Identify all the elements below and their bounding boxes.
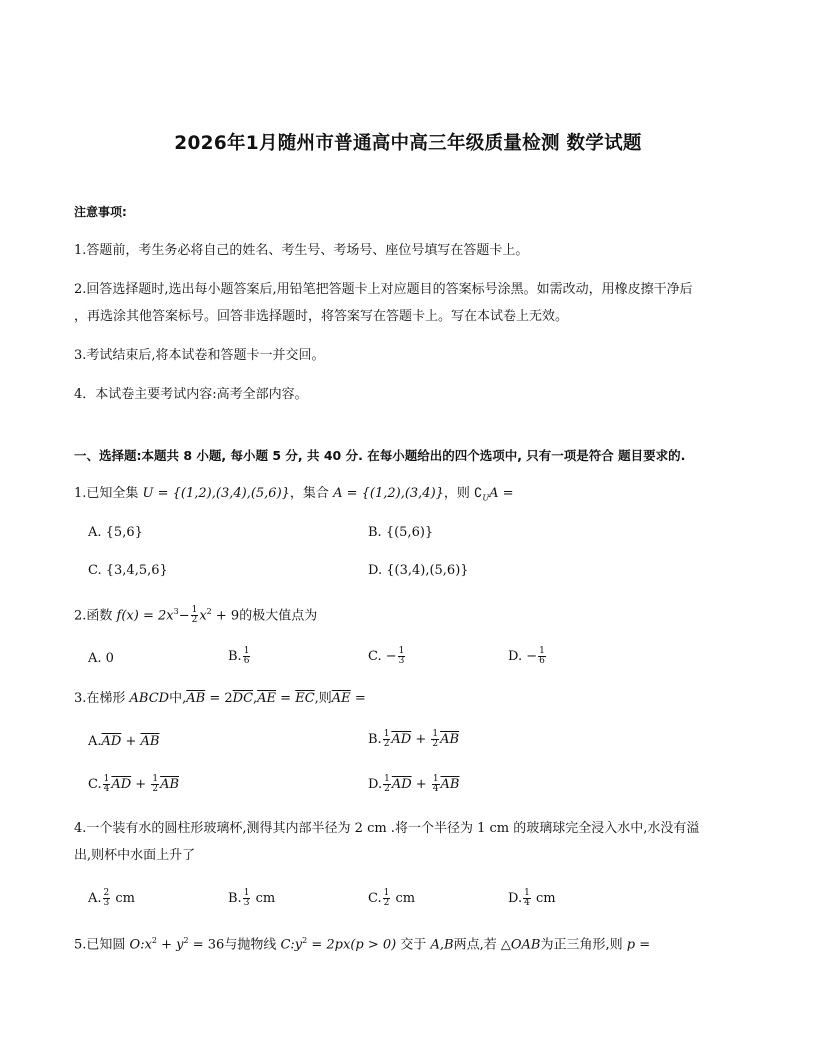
question-5: 5.已知圆 $O:x^2 + y^2 = 36$与抛物线 $C:y^2 = 2px(p > 0)$ 交于 A,B两点,若 △OAB为正三角形,则 p = [74,936,651,953]
q2-option-c: C. − $\frac{1}{3}$ [368,646,405,666]
question-4-line2: 出,则杯中水面上升了 [74,848,196,863]
notice-item-2: 2.回答选择题时,选出每小题答案后,用铅笔把答题卡上对应题目的答案标号涂黑。如需改动，用橡皮擦干净后 [74,282,693,297]
question-2: 2.函数 $f(x) = 2x^3-$ $\frac{1}{2}$ $x^2 + 9$的极大值点为 [74,605,318,626]
q4-option-a: A. $\frac{2}{3}$ cm [88,888,136,908]
q2-expr-a: f(x) = 2x [116,608,174,624]
exam-title: 2026年1月随州市普通高中高三年级质量检测 数学试题 [174,133,642,154]
q2-option-b: B. $\frac{1}{6}$ [228,646,250,666]
notice-item-2-cont: ，再选涂其他答案标号。回答非选择题时，将答案写在答题卡上。写在本试卷上无效。 [74,309,569,324]
q1-tail: ，则 ∁ [443,486,483,501]
q4-option-b: B. $\frac{1}{3}$ cm [228,888,276,908]
q1-tail-sub: U [482,493,490,503]
q2-expr-b: + 9 [215,608,240,624]
q2-fraction: $\frac{1}{2}$ [191,605,198,626]
question-4-line1: 4.一个装有水的圆柱形玻璃杯,测得其内部半径为 2 cm .将一个半径为 1 cm 的玻璃球完全浸入水中,水没有溢 [74,821,700,836]
q1-tail-end: A = [489,486,514,501]
q1-mid: ，集合 [289,486,334,501]
q3-option-c: C. $\frac{1}{4}$ $\overline{AD}$ + $\frac{1}{2}$ $\overline{AB}$ [88,774,180,794]
q2-suffix: 的极大值点为 [239,608,318,624]
notice-item-1: 1.答题前，考生务必将自己的姓名、考生号、考场号、座位号填写在答题卡上。 [74,243,529,258]
section-heading: 一、选择题:本题共 8 小题, 每小题 5 分, 共 40 分. 在每小题给出的四个选项中, 只有一项是符合 题目要求的. [74,448,686,463]
q1-option-b: B. {(5,6)} [368,525,434,540]
q3-option-a: $A.\overline{AD} + \overline{AB}$ [88,734,160,749]
q4-option-c: C. $\frac{1}{2}$ cm [368,888,416,908]
q2-prefix: 2.函数 [74,608,117,624]
notice-heading: 注意事项: [74,205,127,219]
q1-option-a: A. {5,6} [88,525,143,540]
notice-item-4: 4．本试卷主要考试内容:高考全部内容。 [74,387,308,402]
notice-item-3: 3.考试结束后,将本试卷和答题卡一并交回。 [74,348,325,363]
question-1 [74,485,514,508]
q1-option-d: D. {(3,4),(5,6)} [368,563,469,578]
q2-option-d: D. − $\frac{1}{6}$ [508,646,545,666]
question-3: 3.在梯形 ABCD中$,\overline{AB} = 2\overline{DC},\overline{AE} = \overline{EC}$,则$\overline{AE}$ = [74,691,366,706]
q1-set-a: A = {(1,2),(3,4)} [333,486,444,501]
q1-prefix: 1.已知全集 [74,486,143,501]
q1-set-u: U = {(1,2),(3,4),(5,6)} [142,486,290,501]
q3-option-b: B. $\frac{1}{2}$ $\overline{AD}$ + $\frac{1}{2}$ $\overline{AB}$ [368,729,460,749]
q4-option-d: D. $\frac{1}{4}$ cm [508,888,556,908]
q2-option-a: A. 0 [88,651,114,666]
q3-option-d: D. $\frac{1}{2}$ $\overline{AD}$ + $\frac{1}{4}$ $\overline{AB}$ [368,774,460,794]
q1-option-c: C. {3,4,5,6} [88,563,168,578]
